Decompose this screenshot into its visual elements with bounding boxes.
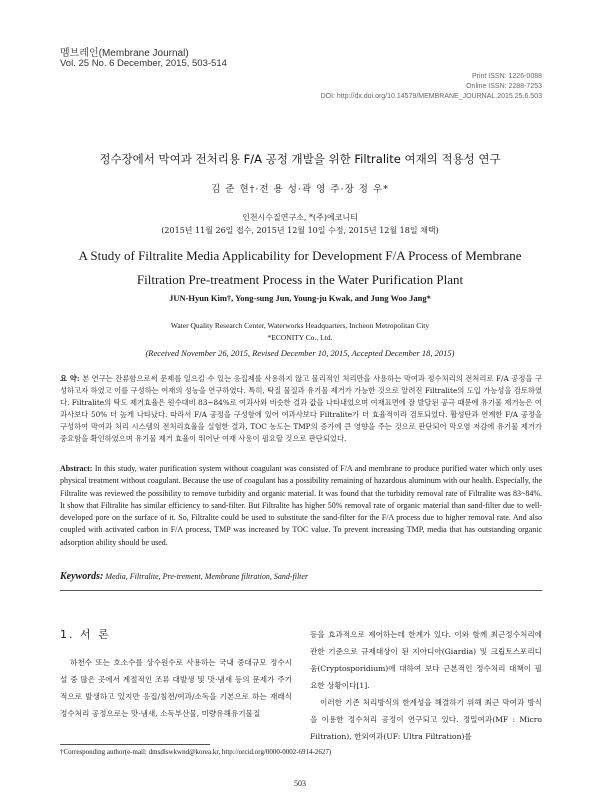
english-dates: (Received November 26, 2015, Revised December 10, 2015, Accepted December 18, 2015) <box>145 348 455 358</box>
keywords-label: Keywords: <box>60 571 104 582</box>
korean-abstract-label: 요 약: <box>60 374 80 383</box>
journal-name: 멤브레인(Membrane Journal) <box>60 48 189 59</box>
footnote-divider <box>60 744 210 745</box>
doi[interactable]: DOI: http://dx.doi.org/10.14579/MEMBRANE_JOURNAL.2015.25.6.503 <box>320 93 542 100</box>
keywords <box>60 571 542 582</box>
english-title-line2: Filtration Pre-treatment Process in the Water Purification Plant <box>136 272 464 287</box>
volume-info: Vol. 25 No. 6 December, 2015, 503-514 <box>60 58 227 69</box>
body-paragraph: 이러한 기존 처리방식의 한계성을 해결하기 위해 최근 막여과 방식을 이용한 정수처리 공정이 연구되고 있다. 정밀여과(MF : Micro Filtration), 한외여과(UF: Ultra Filtration)를 <box>310 698 542 741</box>
korean-abstract <box>60 373 542 445</box>
body-paragraph: 등을 효과적으로 제어하는데 한계가 있다. 이와 함께 최근정수처리에 관한 기준으로 규제대상이 된 지아디아(Giardia) 및 크립토스포리디움(Cryptosporidium)에 대하여 보다 근본적인 정수처리 대책이 필요한 상황이다[1]. <box>310 630 542 690</box>
korean-abstract-text: 본 연구는 잔류함으로써 문제를 일으킬 수 있는 응집제를 사용하지 않고 물리적인 처리만을 사용하는 막여과 정수처리의 전처리로 F/A 공정을 구성하고자 하였고 이를 구성하는 여재의 성능을 연구하였다. 특히, 탁질 물질과 유기물 제거가 가능한 것으로 알려진 Filtralite의 도입 가능성을 검토하였다. Filtralite의 탁도 제거효율은 원수대비 83~84%로 여과사와 비슷한 결과 값을 나타내었으며 여재표면에 잘 발달된 공극 때문에 유기물 제거능은 여과사보다 50% 더 높게 나타났다. 따라서 F/A 공정을 구성함에 있어 여과사보다 Filtralite가 더 효율적이라 검토되었다. 활성탄과 연계한 F/A 공정을 구성하여 막여과 처리 시스템의 전처리효율을 실험한 결과, TOC 농도는 TMP의 증가에 큰 영향을 주는 것으로 판단되어 막오염 저감에 유기물 제거가 중요함을 확인하였으며 유기물 제거 효율이 뛰어난 여재 사용이 필요할 것으로 판단되었다. <box>60 374 542 443</box>
keywords-text: Media, Filtralite, Pre-trement, Membrane filtration, Sand-filter <box>105 572 309 581</box>
korean-dates: (2015년 11월 26일 접수, 2015년 12월 10일 수정, 2015년 12월 18일 채택) <box>161 226 439 235</box>
issn-block <box>242 72 542 102</box>
body-paragraph: 하천수 또는 호소수를 상수원수로 사용하는 국내 중대규모 정수시설 중 많은 곳에서 계절적인 조류 대발생 및 맛·냄새 등의 문제가 주기적으로 발생하고 있지만 응집/침전/여과/소독을 기본으로 하는 재래식 정수처리 공정으로는 맛·냄새, 소독부산물, 미량유해유기물질 <box>60 658 292 718</box>
english-authors: JUN-Hyun Kim†, Yong-sung Jun, Young-ju Kwak, and Jung Woo Jang* <box>169 293 431 303</box>
korean-authors: 김 준 현†·전 용 성·곽 영 주·장 정 우* <box>211 184 389 195</box>
english-affiliation <box>40 320 560 344</box>
print-issn: Print ISSN: 1226-0088 <box>471 73 542 80</box>
english-abstract-text: In this study, water purification system without coagulant was consisted of F/A and membrane to produce purified water which only uses physical treatment without coagulant. Because the use of coagulant has a possibility remaining of hazardous aluminum with our health. Especially, the Filtralite was reviewed the possibility to remove turbidity and organic material. It was found that the turbidity removal rate of Filtralite was 83~84%. It show that Filtralite has similar efficiency to sand-filter. But Filtralite has higher 50% removal rate of organic material than sand-filter due to well-developed pore on the surface of it. So, Filtralite could be used to substitute the sand-filter for the F/A process due to higher removal rate. And also coupled with activated carbon in F/A process, TMP was increased by TOC value. To prevent increasing TMP, media that has outstanding organic adsorption ability should be used. <box>60 464 543 547</box>
english-affiliation-2: *ECONITY Co., Ltd. <box>267 333 333 342</box>
online-issn: Online ISSN: 2288-7253 <box>466 83 542 90</box>
body-column-right <box>310 626 542 745</box>
abstract-divider <box>60 590 542 591</box>
english-affiliation-1: Water Quality Research Center, Waterworks Headquarters, Incheon Metropolitan City <box>170 321 430 330</box>
corresponding-author-footnote: †Corresponding author(e-mail: dmsdlswkwnd@korea.kr, http://orcid.org/0000-0002-6914-2627) <box>60 748 332 756</box>
english-abstract <box>60 463 542 549</box>
english-abstract-label: Abstract: <box>60 464 93 473</box>
body-column-left <box>60 654 292 722</box>
korean-title: 정수장에서 막여과 전처리용 F/A 공정 개발을 위한 Filtralite 여재의 적용성 연구 <box>99 152 501 166</box>
page-number: 503 <box>294 779 306 788</box>
english-title-line1: A Study of Filtralite Media Applicability for Development F/A Process of Membrane <box>78 248 522 263</box>
korean-affiliation: 인천시수질연구소, *(주)에코니티 <box>242 213 358 222</box>
section-heading: 1. 서 론 <box>60 628 111 641</box>
english-title <box>30 244 570 292</box>
